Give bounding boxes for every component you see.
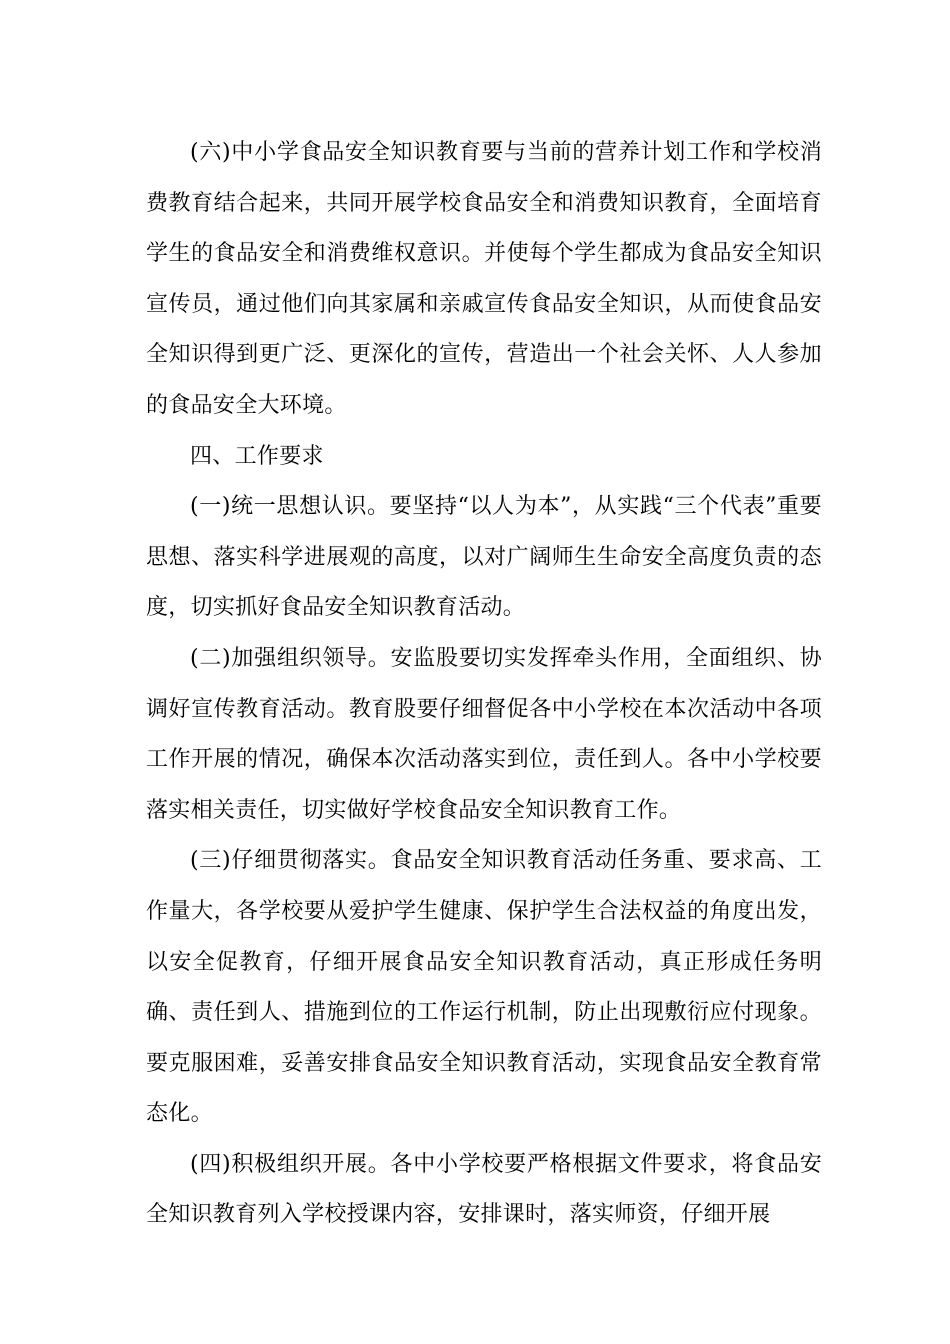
document-body: [146, 128, 822, 1241]
paragraph-strengthen-leadership: (二)加强组织领导。安监股要切实发挥牵头作用，全面组织、协调好宣传教育活动。教育股要仔细督促各中小学校在本次活动中各项工作开展的情况，确保本次活动落实到位，责任到人。各中小学校要落实相关责任，切实做好学校食品安全知识教育工作。: [146, 645, 822, 823]
paragraph-organize-activities: (四)积极组织开展。各中小学校要严格根据文件要求，将食品安全知识教育列入学校授课内容，安排课时，落实师资，仔细开展: [146, 1151, 822, 1228]
paragraph-implementation: (三)仔细贯彻落实。食品安全知识教育活动任务重、要求高、工作量大，各学校要从爱护学生健康、保护学生合法权益的角度出发，以安全促教育，仔细开展食品安全知识教育活动，真正形成任务明确、责任到人、措施到位的工作运行机制，防止出现敷衍应付现象。要克服困难，妥善安排食品安全知识教育活动，实现食品安全教育常态化。: [146, 848, 822, 1127]
paragraph-unify-thinking: (一)统一思想认识。要坚持“以人为本”，从实践“三个代表”重要思想、落实科学进展观的高度，以对广阔师生生命安全高度负责的态度，切实抓好食品安全知识教育活动。: [146, 494, 822, 621]
section-heading-work-requirements: 四、工作要求: [190, 443, 324, 469]
paragraph-nutrition-education: (六)中小学食品安全知识教育要与当前的营养计划工作和学校消费教育结合起来，共同开展学校食品安全和消费知识教育，全面培育学生的食品安全和消费维权意识。并使每个学生都成为食品安全知识宣传员，通过他们向其家属和亲戚宣传食品安全知识，从而使食品安全知识得到更广泛、更深化的宣传，营造出一个社会关怀、人人参加的食品安全大环境。: [146, 140, 822, 418]
